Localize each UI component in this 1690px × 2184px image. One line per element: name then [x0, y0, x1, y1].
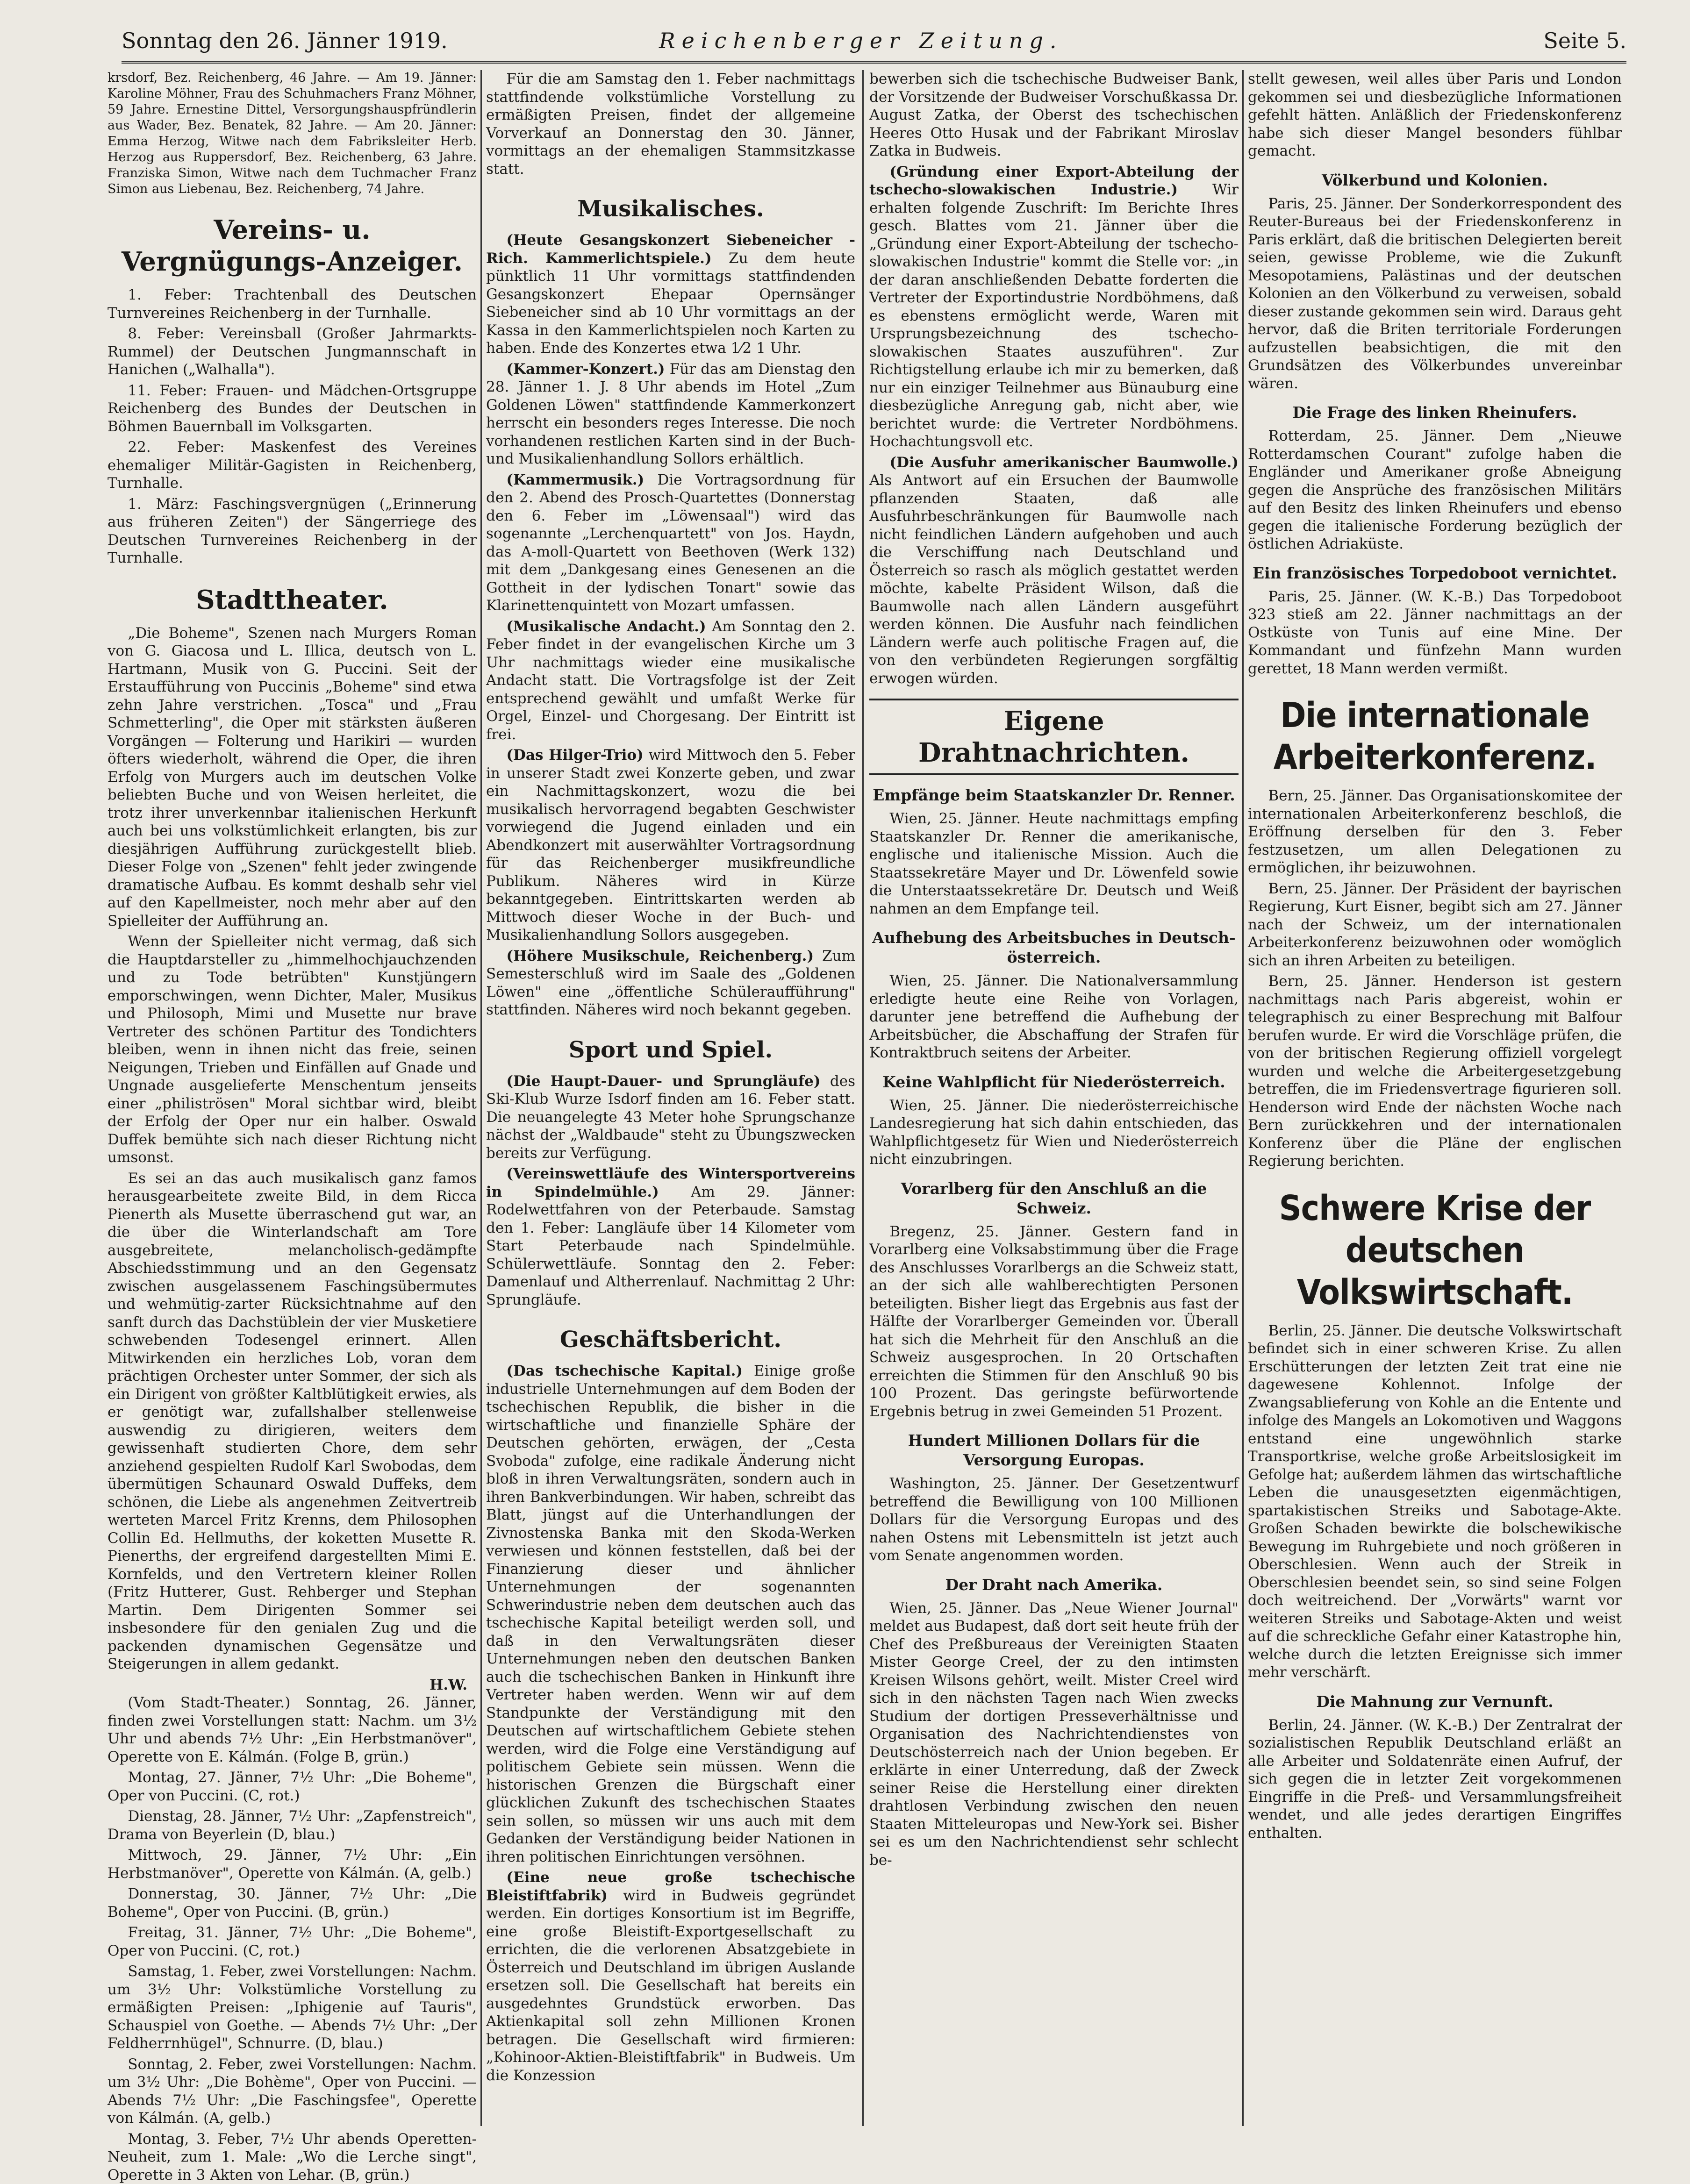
spielplan-item: Montag, 3. Feber, 7½ Uhr abends Operetten-Neuheit, zum 1. Male: „Wo die Lerche singt", Operette in 3 Akten von Lehar. (B, grün.): [107, 2130, 477, 2184]
vernunft-heading: Die Mahnung zur Vernunft.: [1248, 1692, 1622, 1712]
vereins-item: 22. Feber: Maskenfest des Vereines ehemaliger Militär-Gagisten in Reichenberg, Turnhalle.: [107, 438, 477, 492]
newspaper-title: Reichenberger Zeitung.: [659, 28, 1063, 53]
column-rule: [1242, 70, 1244, 2126]
spielplan-item: Donnerstag, 30. Jänner, 7½ Uhr: „Die Boheme", Oper von Puccini. (B, grün.): [107, 1885, 477, 1921]
sport-item: (Die Haupt-Dauer- und Sprungläufe) des Ski-Klub Wurze Isdorf finden am 16. Feber statt. Die neuangelegte 43 Meter hohe Sprungschanze nächst der „Waldbaude" steht zu Übungszwecken bereits zur Verfügung.: [486, 1072, 855, 1163]
arbeitsbuch-heading: Aufhebung des Arbeitsbuches in Deutsch-österreich.: [869, 928, 1239, 967]
spielplan-item: Dienstag, 28. Jänner, 7½ Uhr: „Zapfenstreich", Drama von Beyerlein (D, blau.): [107, 1807, 477, 1843]
vereins-item: 1. März: Faschingsvergnügen („Erinnerung aus früheren Zeiten") der Sängerriege des Deutschen Turnvereines Reichenberg in der Turnhalle.: [107, 495, 477, 567]
wire-news-heading: Eigene Drahtnachrichten.: [869, 705, 1239, 769]
voelkerbund-text: Paris, 25. Jänner. Der Sonderkorrespondent des Reuter-Bureaus bei der Friedenskonferenz in Paris erklärt, daß die britischen Delegierten bereit seien, gewisse Probleme, wie die Zukunft Mesopotamiens, Palästinas und der deutschen Kolonien an den Völkerbund zu verweisen, sobald dieser zustande gekommen sein wird. Daraus geht hervor, daß die Briten territoriale Forderungen aufzustellen beabsichtigen, die mit den Grundsätzen des Völkerbundes unvereinbar wären.: [1248, 195, 1622, 393]
theater-review-paragraph: Es sei an das auch musikalisch ganz famos herausgearbeitete zweite Bild, in dem Ricca Pienerth als Musette überraschend gut war, an die über die Winterlandschaft am Tore ausgebreitete, melancholisch-gedämpfte Abschiedsstimmung und an den Gegensatz zwischen ausgelassenem Faschingsübermutes und wehmütig-zarter Rücksichtnahme auf den sanft durch das Dachstüblein der vier Musketiere schwebenden Todesengel erinnert. Allen Mitwirkenden ein herzliches Lob, voran dem prächtigen Orchester unter Sommer, der sich als ein Dirigent von größter Kaltblütigkeit erwies, als er genötigt war, zufallshalber stellenweise auswendig zu dirigieren, weiters dem gewissenhaft studierten Chore, dem sehr anziehend gespielten Rudolf Karl Swobodas, dem übermütigen Schaunard Oswald Duffeks, dem schönen, die Liebe als angenehmen Zeitvertreib werteten Marcel Fritz Krenns, dem Philosophen Collin Ed. Hellmuths, der koketten Musette R. Pienerths, der ergreifend dargestellten Mimi E. Kornfelds, und den Vertretern kleiner Rollen (Fritz Hutterer, Gust. Rehberger und Stephan Martin. Dem Dirigenten Sommer sei insbesondere für den genialen Zug und die packenden dynamischen Gegensätze und Steigerungen in allem gedankt.: [107, 1170, 477, 1673]
cotton-item: (Die Ausfuhr amerikanischer Baumwolle.) Als Antwort auf ein Ersuchen der Baumwolle pflanzenden Staaten, daß alle Ausfuhrbeschränkungen für Baumwolle nach nicht feindlichen Ländern aufgehoben und auch die Verschiffung nach Deutschland und Österreich so rasch als möglich gestattet werden möchte, kabelte Präsident Wilson, daß die Baumwolle nach allen Ländern ausgeführt werden können. Die Ausfuhr nach feindlichen Ländern werfe auch politische Fragen auf, die von den verbündeten Regierungen sorgfältig erwogen würden.: [869, 454, 1239, 688]
issue-date: Sonntag den 26. Jänner 1919.: [122, 28, 448, 53]
music-item: (Höhere Musikschule, Reichenberg.) Zum Semesterschluß wird im Saale des „Goldenen Löwen" eine „öffentliche Schüleraufführung" stattfinden. Näheres wird noch bekannt gegeben.: [486, 947, 855, 1019]
vorarlberg-text: Bregenz, 25. Jänner. Gestern fand in Vorarlberg eine Volksabstimmung über die Frage des Anschlusses Vorarlbergs an die Schweiz statt, an der sich alle wahlberechtigten Personen beteiligten. Bisher liegt das Ergebnis aus fast der Hälfte der Vorarlberger Gemeinden vor. Überall hat sich die Mehrheit für den Anschluß an die Schweiz ausgesprochen. In 20 Ortschaften erreichten die Stimmen für den Anschluß 90 bis 100 Prozent. Das geringste befürwortende Ergebnis betrug in zwei Gemeinden 51 Prozent.: [869, 1223, 1239, 1421]
business-continued: bewerben sich die tschechische Budweiser Bank, der Vorsitzende der Budweiser Vorschußkassa Dr. August Zatka, der Oberst des tschechischen Heeres Otto Husak und der Fabrikant Miroslav Zatka in Budweis.: [869, 70, 1239, 160]
dollars-heading: Hundert Millionen Dollars für die Versorgung Europas.: [869, 1431, 1239, 1470]
vorarlberg-heading: Vorarlberg für den Anschluß an die Schweiz.: [869, 1179, 1239, 1218]
wahl-heading: Keine Wahlpflicht für Niederösterreich.: [869, 1072, 1239, 1092]
music-item: (Kammer-Konzert.) Für das am Dienstag den 28. Jänner 1. J. 8 Uhr abends im Hotel „Zum Goldenen Löwen" stattfindende Kammerkonzert herrscht ein besonders reges Interesse. Die noch vorhandenen restlichen Karten sind in der Buch- und Musikalienhandlung Sollors erhältlich.: [486, 360, 855, 468]
renner-text: Wien, 25. Jänner. Heute nachmittags empfing Staatskanzler Dr. Renner die amerikanische, englische und italienische Mission. Auch die Staatssekretäre Mayer und Dr. Löwenfeld sowie die Unterstaatssekretäre Dr. Deutsch und Weiß nahmen an dem Empfange teil.: [869, 810, 1239, 918]
wahl-text: Wien, 25. Jänner. Die niederösterreichische Landesregierung hat sich dahin entschieden, das Wahlpflichtgesetz für Wien und Niederösterreich nicht einzubringen.: [869, 1097, 1239, 1169]
vereins-heading: Vereins- u. Vergnügungs-Anzeiger.: [107, 214, 477, 278]
spielplan-item: Montag, 27. Jänner, 7½ Uhr: „Die Boheme", Oper von Puccini. (C, rot.): [107, 1769, 477, 1805]
spielplan-item: Samstag, 1. Feber, zwei Vorstellungen: Nachm. um 3½ Uhr: Volkstümliche Vorstellung zu ermäßigten Preisen: „Iphigenie auf Tauris", Schauspiel von Goethe. — Abends 7½ Uhr: „Der Feldherrnhügel", Schnurre. (D, blau.): [107, 1963, 477, 2053]
torpedo-heading: Ein französisches Torpedoboot vernichtet.: [1248, 564, 1622, 583]
intl-item: Bern, 25. Jänner. Henderson ist gestern nachmittags nach Paris abgereist, wohin er telegraphisch zu einer Besprechung mit Balfour berufen wurde. Er wird die Vorschläge prüfen, die von der britischen Regierung offiziell vorgelegt wurden und welche die Arbeitergesetzgebung betreffen, die im Friedensvertrage figurieren soll. Henderson wird Ende der nächsten Woche nach Bern zurückkehren und der internationalen Konferenz über die Pläne der englischen Regierung berichten.: [1248, 972, 1622, 1171]
intl-conference-heading: Die internationale Arbeiterkonferenz.: [1248, 694, 1622, 778]
theater-notice: Für die am Samstag den 1. Feber nachmittags stattfindende volkstümliche Vorstellung zu ermäßigten Preisen, findet der allgemeine Vorverkauf an Donnerstag den 30. Jänner, vormittags an der ehemaligen Stammsitzkasse statt.: [486, 70, 855, 178]
music-item: (Das Hilger-Trio) wird Mittwoch den 5. Feber in unserer Stadt zwei Konzerte geben, und zwar ein Nachmittagskonzert, wozu die bei musikalisch hervorragend begabten Geschwister vorwiegend die Jugend einladen und ein Abendkonzert mit auserwählter Vortragsordnung für das Reichenberger musikfreundliche Publikum. Näheres wird in Kürze bekanntgegeben. Eintrittskarten werden ab Mittwoch dieser Woche in der Buch- und Musikalienhandlung Sollors ausgegeben.: [486, 746, 855, 944]
spielplan-item: Freitag, 31. Jänner, 7½ Uhr: „Die Boheme", Oper von Puccini. (C, rot.): [107, 1924, 477, 1960]
music-heading: Musikalisches.: [486, 195, 855, 223]
wire-news-banner: [869, 699, 1239, 775]
intl-item: Bern, 25. Jänner. Das Organisationskomitee der internationalen Arbeiterkonferenz beschloß, die Eröffnung derselben für den 3. Feber festzusetzen, um allen Delegationen zu ermöglichen, ihr beizuwohnen.: [1248, 787, 1622, 877]
intl-item: Bern, 25. Jänner. Der Präsident der bayrischen Regierung, Kurt Eisner, begibt sich am 27. Jänner nach der Schweiz, um der internationalen Arbeiterkonferenz beizuwohnen oder womöglich sich an ihren Arbeiten zu beteiligen.: [1248, 880, 1622, 970]
draht-text: Wien, 25. Jänner. Das „Neue Wiener Journal" meldet aus Budapest, daß dort seit heute früh der Chef des Preßbureaus der Vereinigten Staaten Mister George Creel, der zu den intimsten Kreisen Wilsons gehört, weilt. Mister Creel wird sich in den nächsten Tagen nach Wien zwecks Studium der dortigen Presseverhältnisse und Organisation des Nachrichtendienstes von Deutschösterreich nach der Union begeben. Er erklärte in einer Unterredung, daß der Zweck seiner Reise die Herstellung einer direkten drahtlosen Verbindung zwischen den neuen Staaten Mitteleuropas und New-York sei. Bisher sei es um den Nachrichtendienst sehr schlecht be-: [869, 1599, 1239, 1870]
rhein-text: Rotterdam, 25. Jänner. Dem „Nieuwe Rotterdamschen Courant" zufolge haben die Engländer und Amerikaner große Abneigung gegen die Ansprüche des französischen Militärs auf den Besitz des linken Rheinufers und ebenso gegen die italienische Forderung bezüglich der östlichen Adriaküste.: [1248, 427, 1622, 553]
theater-heading: Stadttheater.: [107, 584, 477, 616]
theater-review-paragraph: „Die Boheme", Szenen nach Murgers Roman von G. Giacosa und L. Illica, deutsch von L. Hartmann, Musik von G. Puccini. Seit der Erstaufführung von Puccinis „Boheme" sind etwa zehn Jahre verstrichen. „Tosca" und „Frau Schmetterling", die Oper mit stärksten äußeren Vorgängen — Folterung und Harikiri — wurden öfters wiederholt, während die Oper, die ihren Erfolg von Murgers auch im deutschen Volke beliebten Buche und von Weisen herleitet, die trotz ihrer unverkennbar italienischen Herkunft auch bei uns volkstümlichkeit erlangten, bis zur diesjährigen Aufführung zurückgestellt blieb. Dieser Folge von „Szenen" fehlt jeder zwingende dramatische Aufbau. Es kommt deshalb sehr viel auf den Kapellmeister, noch mehr aber auf den Spielleiter der Aufführung an.: [107, 624, 477, 930]
page-number: Seite 5.: [1543, 28, 1626, 53]
business-item: (Das tschechische Kapital.) Einige große industrielle Unternehmungen auf dem Boden der tschechischen Republik, die bisher in die wirtschaftliche und finanzielle Sphäre der Deutschen gehörten, erwägen, der „Cesta Svoboda" zufolge, eine radikale Änderung nicht bloß in ihren Verwaltungsräten, sondern auch in ihren Bankverbindungen. Wir haben, schreibt das Blatt, jüngst auf die Unterhandlungen der Zivnostenska Banka mit den Skoda-Werken verwiesen und können feststellen, daß bei der Finanzierung dieser und ähnlicher Unternehmungen der sogenannten Schwerindustrie neben dem deutschen auch das tschechische Kapital beteiligt werden soll, und daß in den Verwaltungsräten dieser Unternehmungen neben den deutschen Banken auch die tschechischen Banken in Hinkunft ihre Vertreter haben werden. Wenn wir auf dem Standpunkte der Verständigung mit den Deutschen auf wirtschaftlichem Gebiete stehen werden, wird die Folge eine Verständigung auf politischem Gebiete sein müssen. Wenn die historischen Grenzen die Bürgschaft einer glücklichen Zukunft des tschechischen Staates sein sollen, so müssen wir uns auch mit dem Gedanken der Verständigung beider Nationen in ihren politischen Einrichtungen versöhnen.: [486, 1362, 855, 1866]
music-item: (Musikalische Andacht.) Am Sonntag den 2. Feber findet in der evangelischen Kirche um 3 Uhr nachmittags wieder eine musikalische Andacht statt. Die Vortragsfolge ist der Zeit entsprechend gewählt und umfaßt Werke für Orgel, Einzel- und Chorgesang. Der Eintritt ist frei.: [486, 618, 855, 744]
spielplan-item: Mittwoch, 29. Jänner, 7½ Uhr: „Ein Herbstmanöver", Operette von Kálmán. (A, gelb.): [107, 1846, 477, 1882]
krise-heading: Schwere Krise der deutschen Volkswirtschaft.: [1248, 1187, 1622, 1313]
column-3: [869, 70, 1239, 2135]
theater-review-paragraph: Wenn der Spielleiter nicht vermag, daß sich die Hauptdarsteller zu „himmelhochjauchzenden und zu Tode betrübten" Kunstjüngern emporschwingen, wenn Dichter, Maler, Musikus und Philosoph, Mimi und Musette nur brave Vertreter des schönen Partitur des Tondichters bleiben, wenn in ihnen nicht das freie, seinen Neigungen, Trieben und Einfällen auf Gnade und Ungnade ausgelieferte Menschentum jenseits einer „philiströsen" Moral sichtbar wird, bleibt der Erfolg der Oper nur ein halber. Oswald Duffek bemühte sich nach dieser Richtung nicht umsonst.: [107, 933, 477, 1167]
vereins-item: 8. Feber: Vereinsball (Großer Jahrmarkts-Rummel) der Deutschen Jungmannschaft in Hanichen („Walhalla").: [107, 325, 477, 379]
vernunft-text: Berlin, 24. Jänner. (W. K.-B.) Der Zentralrat der sozialistischen Republik Deutschland erläßt an alle Arbeiter und Soldatenräte einen Aufruf, der sich gegen die in letzter Zeit vorgekommenen Eingriffe in die Preß- und Versammlungsfreiheit wendet, und alle jedes derartigen Eingriffes enthalten.: [1248, 1716, 1622, 1842]
vereins-item: 11. Feber: Frauen- und Mädchen-Ortsgruppe Reichenberg des Bundes der Deutschen in Böhmen Bauernball im Volksgarten.: [107, 382, 477, 436]
arbeitsbuch-text: Wien, 25. Jänner. Die Nationalversammlung erledigte heute eine Reihe von Vorlagen, darunter jene betreffend die Aufhebung der Arbeitsbücher, die Abschaffung der Strafen für Kontraktbruch seitens der Arbeiter.: [869, 972, 1239, 1062]
sport-heading: Sport und Spiel.: [486, 1036, 855, 1064]
column-4: [1248, 70, 1622, 2135]
column-2: [486, 70, 855, 2135]
page-header: [122, 19, 1626, 64]
column-1: [107, 70, 477, 2135]
renner-heading: Empfänge beim Staatskanzler Dr. Renner.: [869, 785, 1239, 805]
sport-item: (Vereinswettläufe des Wintersportvereins in Spindelmühle.) Am 29. Jänner: Rodelwettfahren von der Peterbaude. Samstag den 1. Feber: Langläufe über 14 Kilometer vom Start Peterbaude nach Spindelmühle. Schülerwettläufe. Sonntag den 2. Feber: Damenlauf und Altherrenlauf. Nachmittag 2 Uhr: Sprungläufe.: [486, 1165, 855, 1309]
business-item: (Eine neue große tschechische Bleistiftfabrik) wird in Budweis gegründet werden. Ein dortiges Konsortium ist im Begriffe, eine große Bleistift-Exportgesellschaft zu errichten, die die verlorenen Absatzgebiete in Österreich und Deutschland im übrigen Auslande ersetzen soll. Die Gesellschaft hat bereits ein ausgedehntes Grundstück erworben. Das Aktienkapital soll zehn Millionen Kronen betragen. Die Gesellschaft wird firmieren: „Kohinoor-Aktien-Bleistiftfabrik" in Budweis. Um die Konzession: [486, 1869, 855, 2084]
column-rule: [480, 70, 482, 2126]
spielplan-item: Sonntag, 2. Feber, zwei Vorstellungen: Nachm. um 3½ Uhr: „Die Bohème", Oper von Puccini. — Abends 7½ Uhr: „Die Faschingsfee", Operette von Kálmán. (A, gelb.): [107, 2056, 477, 2127]
music-item: (Kammermusik.) Die Vortragsordnung für den 2. Abend des Prosch-Quartettes (Donnerstag den 6. Feber im „Löwensaal") wird das sogenannte „Lerchenquartett" von Jos. Haydn, das A-moll-Quartett von Beethoven (Werk 132) mit dem „Dankgesang eines Genesenen an die Gottheit in der lydischen Tonart" sowie das Klarinettenquintett von Mozart umfassen.: [486, 471, 855, 615]
death-notices: krsdorf, Bez. Reichenberg, 46 Jahre. — Am 19. Jänner: Karoline Möhner, Frau des Schuhmachers Franz Möhner, 59 Jahre. Ernestine Dittel, Versorgungshauspfründlerin aus Wader, Bez. Benatek, 82 Jahre. — Am 20. Jänner: Emma Herzog, Witwe nach dem Fabriksleiter Herb. Herzog aus Ruppersdorf, Bez. Reichenberg, 63 Jahre. Franziska Simon, Witwe nach dem Tuchmacher Franz Simon aus Liebenau, Bez. Reichenberg, 74 Jahre.: [107, 70, 477, 197]
voelkerbund-heading: Völkerbund und Kolonien.: [1248, 171, 1622, 190]
rhein-heading: Die Frage des linken Rheinufers.: [1248, 403, 1622, 422]
review-signature: H.W.: [107, 1676, 467, 1694]
music-item: (Heute Gesangskonzert Siebeneicher - Rich. Kammerlichtspiele.) Zu dem heute pünktlich 11 Uhr vormittags stattfindenden Gesangskonzert Ehepaar Opernsänger Siebeneicher sind ab 10 Uhr vormittags an der Kassa in den Kammerlichtspielen noch Karten zu haben. Ende des Konzertes etwa 1⁄2 1 Uhr.: [486, 231, 855, 357]
draht-continued: stellt gewesen, weil alles über Paris und London gekommen sei und diesbezügliche Informationen gefehlt hätten. Anläßlich der Friedenskonferenz habe sich dieser Mangel besonders fühlbar gemacht.: [1248, 70, 1622, 160]
spielplan-item: (Vom Stadt-Theater.) Sonntag, 26. Jänner, finden zwei Vorstellungen statt: Nachm. um 3½ Uhr und abends 7½ Uhr: „Ein Herbstmanöver", Operette von E. Kálmán. (Folge B, grün.): [107, 1694, 477, 1766]
business-heading: Geschäftsbericht.: [486, 1326, 855, 1354]
column-rule: [862, 70, 864, 2126]
krise-text: Berlin, 25. Jänner. Die deutsche Volkswirtschaft befindet sich in einer schweren Krise. Zu allen Erschütterungen der letzten Zeit trat eine nie dagewesene Kohlennot. Infolge der Zwangsablieferung von Kohle an die Entente und infolge des Mangels an Lokomotiven und Waggons entstand eine ungewöhnlich starke Transportkrise, welche große Arbeitslosigkeit im Gefolge hat; außerdem lähmen das wirtschaftliche Leben die unausgesetzten eigenmächtigen, spartakistischen Streiks und Sabotage-Akte. Großen Schaden bewirkte die bolschewikische Bewegung im Ruhrgebiete und noch größeren in Oberschlesien. Wenn auch der Streik in Oberschlesien beendet sein, so sind seine Folgen doch weitreichend. Der „Vorwärts" warnt vor weiteren Streiks und Sabotage-Akten und weist auf die schreckliche Gefahr einer Katastrophe hin, welche durch die letzten Ereignisse sich immer mehr verschärft.: [1248, 1322, 1622, 1682]
export-item: (Gründung einer Export-Abteilung der tschecho-slowakischen Industrie.) Wir erhalten folgende Zuschrift: Im Berichte Ihres gesch. Blattes vom 21. Jänner über die „Gründung einer Export-Abteilung der tschecho-slowakischen Industrie" kommt die Stelle vor: „in der daran anschließenden Debatte forderten die Vertreter der Exportindustrie Nordböhmens, daß es ebenstens ermöglicht werde, Waren mit Ursprungsbezeichnung des tschecho-slowakischen Staates auszuführen". Zur Richtigstellung erlaube ich mir zu bemerken, daß nur ein einziger Teilnehmer aus Bünauburg eine diesbezügliche Anregung gab, nicht aber, wie berichtet wurde: die Vertreter Nordböhmens. Hochachtungsvoll etc.: [869, 163, 1239, 451]
dollars-text: Washington, 25. Jänner. Der Gesetzentwurf betreffend die Bewilligung von 100 Millionen Dollars für die Versorgung Europas und des nahen Ostens mit Lebensmitteln ist jetzt auch vom Senate angenommen worden.: [869, 1475, 1239, 1565]
vereins-item: 1. Feber: Trachtenball des Deutschen Turnvereines Reichenberg in der Turnhalle.: [107, 286, 477, 322]
torpedo-text: Paris, 25. Jänner. (W. K.-B.) Das Torpedoboot 323 stieß am 22. Jänner nachmittags an der Ostküste von Tunis auf eine Mine. Der Kommandant und fünfzehn Mann wurden gerettet, 18 Mann werden vermißt.: [1248, 588, 1622, 678]
draht-heading: Der Draht nach Amerika.: [869, 1575, 1239, 1595]
